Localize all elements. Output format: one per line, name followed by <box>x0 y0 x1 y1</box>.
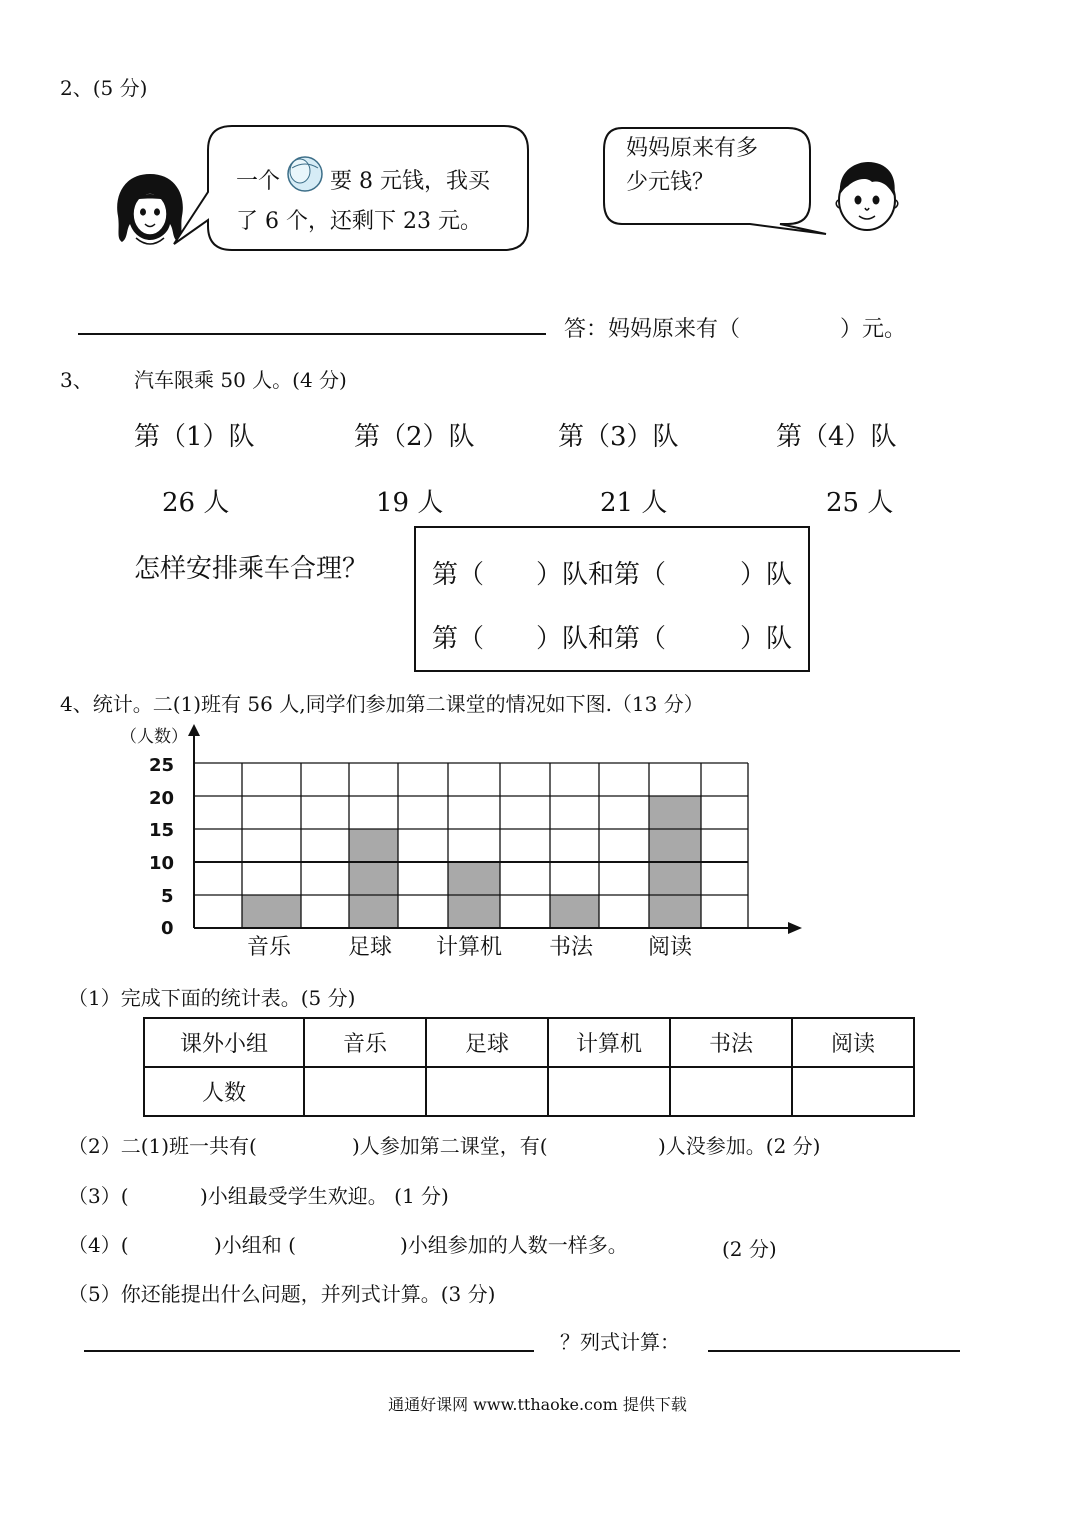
footer-text: 通通好课网 www.tthaoke.com 提供下载 <box>388 1395 687 1414</box>
q4-sub1: （1）完成下面的统计表。(5 分) <box>68 986 356 1010</box>
bubble-right-text-a: 妈妈原来有多 <box>626 136 759 161</box>
q4-header: 4、统计。二(1)班有 56 人,同学们参加第二课堂的情况如下图.（13 分） <box>60 692 704 716</box>
q3-question: 怎样安排乘车合理？ <box>134 554 369 584</box>
q4-sub2-a: （2）二(1)班一共有( <box>68 1134 257 1158</box>
team-4-label: 第（4）队 <box>776 422 897 452</box>
stats-table <box>143 1017 915 1117</box>
answer-cell-football[interactable] <box>426 1067 548 1116</box>
bar-0 <box>242 895 301 928</box>
arrange-row-2-a: 第（ <box>432 624 485 654</box>
ball-icon <box>285 156 325 196</box>
q4-sub2-b: )人参加第二课堂，有( <box>352 1134 548 1158</box>
ytick-0: 0 <box>161 918 174 939</box>
arrange-row-1-c: ）队 <box>740 560 793 590</box>
ytick-20: 20 <box>149 788 175 809</box>
q2-answer-b: ）元。 <box>840 317 907 342</box>
team-3-label: 第（3）队 <box>558 422 679 452</box>
arrangement-box <box>414 526 810 672</box>
q4-sub2-c: )人没参加。(2 分) <box>658 1134 821 1158</box>
q4-sub3-b: )小组最受学生欢迎。 (1 分) <box>200 1184 449 1208</box>
bubble-right-text-b: 少元钱？ <box>626 170 715 195</box>
bubble-left-text-c: 了 6 个，还剩下 23 元。 <box>236 209 482 234</box>
team-2-count: 19 人 <box>376 488 444 518</box>
xlabel-computer: 计算机 <box>436 935 503 960</box>
q4-sub5: （5）你还能提出什么问题，并列式计算。(3 分) <box>68 1282 496 1306</box>
table-header-row <box>144 1018 914 1067</box>
table-row <box>144 1067 914 1116</box>
xlabel-calligraphy: 书法 <box>549 935 594 960</box>
ytick-10: 10 <box>149 853 175 874</box>
bar-3 <box>550 895 599 928</box>
q4-sub4-d: (2 分) <box>722 1237 777 1261</box>
table-header-cell: 阅读 <box>792 1018 914 1067</box>
q3-header: 汽车限乘 50 人。(4 分) <box>134 368 347 392</box>
q4-sub4-a: （4）( <box>68 1233 129 1257</box>
question-answer-line[interactable] <box>84 1350 534 1352</box>
ytick-15: 15 <box>149 820 175 841</box>
q4-sub3-a: （3）( <box>68 1184 129 1208</box>
answer-cell-music[interactable] <box>304 1067 426 1116</box>
table-row-label: 人数 <box>144 1067 304 1116</box>
table-header-cell: 足球 <box>426 1018 548 1067</box>
xlabel-music: 音乐 <box>247 935 292 960</box>
arrange-row-2-c: ）队 <box>740 624 793 654</box>
bar-1 <box>349 829 398 928</box>
q2-answer-a: 答：妈妈原来有（ <box>564 317 741 342</box>
xlabel-football: 足球 <box>348 935 393 960</box>
table-header-cell: 计算机 <box>548 1018 670 1067</box>
boy-illustration <box>832 158 902 234</box>
team-3-count: 21 人 <box>600 488 668 518</box>
table-header-cell: 课外小组 <box>144 1018 304 1067</box>
table-header-cell: 书法 <box>670 1018 792 1067</box>
y-axis-arrow-icon <box>188 724 200 736</box>
answer-line[interactable] <box>78 333 546 335</box>
ytick-25: 25 <box>149 755 175 776</box>
x-axis-arrow-icon <box>788 922 802 934</box>
answer-cell-calligraphy[interactable] <box>670 1067 792 1116</box>
arrange-row-1-a: 第（ <box>432 560 485 590</box>
bubble-left-text-b: 要 8 元钱，我买 <box>330 169 490 194</box>
chart-ylabel: （人数） <box>120 727 188 747</box>
bubble-left-text-a: 一个 <box>236 169 281 194</box>
calc-answer-line[interactable] <box>708 1350 960 1352</box>
q3-number: 3、 <box>60 368 93 392</box>
q4-sub4-b: )小组和 ( <box>214 1233 296 1257</box>
team-2-label: 第（2）队 <box>354 422 475 452</box>
ytick-5: 5 <box>161 886 174 907</box>
arrange-row-2-b: ）队和第（ <box>536 624 667 654</box>
xlabel-reading: 阅读 <box>648 935 693 960</box>
arrange-row-1-b: ）队和第（ <box>536 560 667 590</box>
team-1-label: 第（1）队 <box>134 422 255 452</box>
team-1-count: 26 人 <box>162 488 230 518</box>
answer-cell-reading[interactable] <box>792 1067 914 1116</box>
bar-chart <box>180 720 810 940</box>
team-4-count: 25 人 <box>826 488 894 518</box>
q4-sub5-calc: ？列式计算： <box>560 1330 680 1354</box>
q4-sub4-c: )小组参加的人数一样多。 <box>400 1233 628 1257</box>
answer-cell-computer[interactable] <box>548 1067 670 1116</box>
table-header-cell: 音乐 <box>304 1018 426 1067</box>
q2-header: 2、(5 分) <box>60 76 148 100</box>
